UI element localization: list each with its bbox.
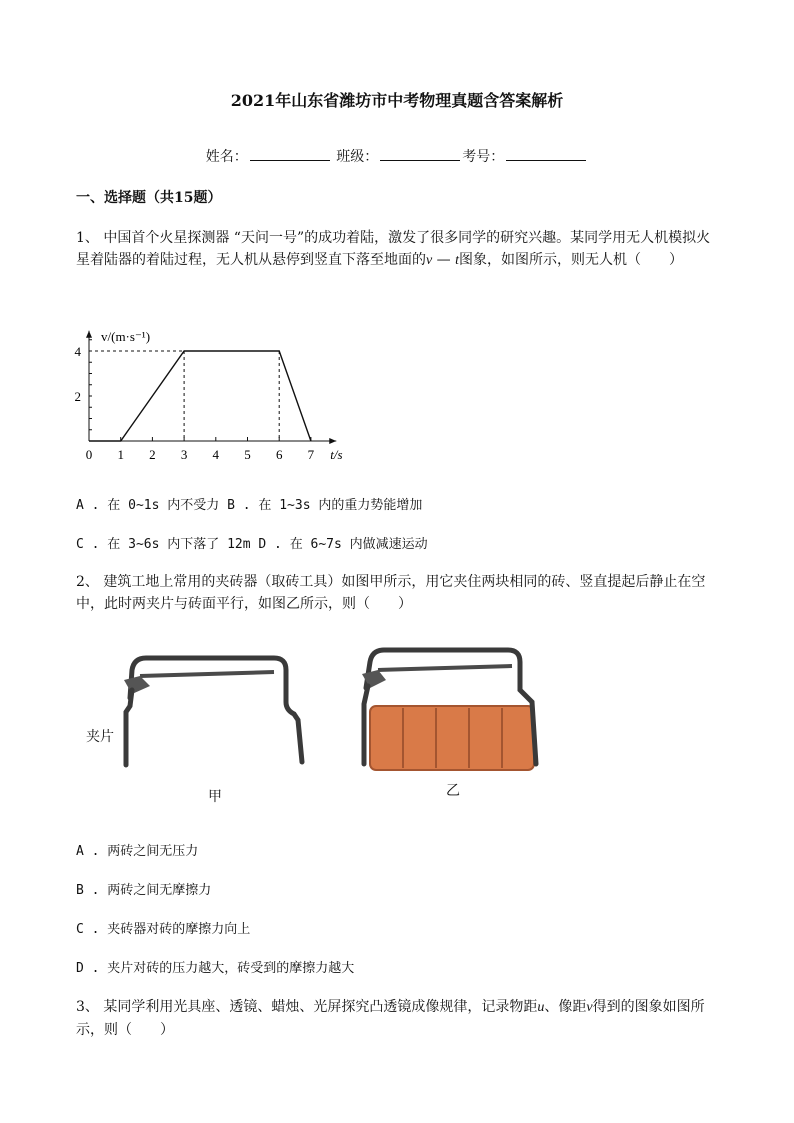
- clip-label: 夹片: [86, 729, 114, 745]
- x-tick-label: 2: [149, 447, 156, 462]
- question-3-text: [76, 996, 720, 1041]
- q1-text-part-b: 图象，如图所示，则无人机（ ）: [459, 252, 684, 268]
- x-tick-label: 7: [307, 447, 315, 462]
- class-label: 班级：: [336, 149, 379, 165]
- name-blank: [250, 146, 330, 161]
- question-1-text: [76, 227, 720, 272]
- q3-text-part-b: 得到的图象如图所示，则（ ）: [76, 999, 705, 1038]
- exam-blank: [506, 146, 586, 161]
- q3-text-mid: 、像距: [544, 999, 587, 1015]
- page-title: 2021年山东省潍坊市中考物理真题含答案解析: [230, 91, 564, 110]
- q2-option-c: C . 夹砖器对砖的摩擦力向上: [76, 922, 251, 937]
- q2-option-d: D . 夹片对砖的压力越大，砖受到的摩擦力越大: [76, 961, 355, 976]
- q1-option-row-2: C . 在 3~6s 内下落了 12m D . 在 6~7s 内做减速运动: [76, 537, 428, 552]
- q1-var-v: v: [426, 253, 433, 268]
- x-tick-label: 6: [275, 447, 283, 462]
- class-blank: [380, 146, 460, 161]
- figure-a-label: 甲: [208, 789, 222, 805]
- q1-var-t: t: [455, 253, 460, 268]
- student-info: [0, 146, 794, 166]
- x-tick-label: 4: [212, 447, 220, 462]
- x-tick-label: 1: [117, 447, 124, 462]
- x-tick-label: 5: [244, 447, 251, 462]
- x-axis-label: t/s: [330, 447, 343, 462]
- figure-b-label: 乙: [446, 783, 460, 799]
- y-axis-arrow: [86, 331, 92, 338]
- q3-text-part-a: 3、 某同学利用光具座、透镜、蜡烛、光屏探究凸透镜成像规律，记录物距: [76, 999, 538, 1015]
- x-axis-arrow: [329, 438, 336, 444]
- x-tick-label: 0: [85, 447, 93, 462]
- section-heading: 一、选择题（共15题）: [76, 190, 222, 206]
- q2-option-b: B . 两砖之间无摩擦力: [76, 883, 212, 898]
- clamp-figure-b: [362, 650, 536, 770]
- exam-label: 考号：: [462, 149, 505, 165]
- y-tick-label: 4: [74, 344, 81, 359]
- q2-option-a: A . 两砖之间无压力: [76, 844, 199, 859]
- name-label: 姓名：: [205, 149, 248, 165]
- y-tick-label: 2: [74, 389, 81, 404]
- q1-text-part-a: 1、 中国首个火星探测器 “天问一号”的成功着陆，激发了很多同学的研究兴趣。某同学用无人机模拟火星着陆器的着陆过程，无人机从悬停到竖直下落至地面的: [76, 230, 711, 268]
- q1-option-row-1: A . 在 0~1s 内不受力 B . 在 1~3s 内的重力势能增加: [76, 498, 423, 513]
- q3-var-u: u: [537, 1000, 545, 1015]
- question-2-text: 2、 建筑工地上常用的夹砖器（取砖工具）如图甲所示，用它夹住两块相同的砖、竖直提起后静止在空中，此时两夹片与砖面平行，如图乙所示，则（ ）: [76, 574, 706, 612]
- q1-dash: —: [432, 252, 456, 268]
- velocity-line: [89, 351, 311, 441]
- q3-var-v: v: [586, 1000, 593, 1015]
- x-tick-label: 3: [180, 447, 188, 462]
- brick-clamp-figure: [80, 640, 550, 815]
- clamp-figure-a: [124, 658, 302, 765]
- vt-chart: [70, 318, 360, 468]
- y-axis-label: v/(m·s⁻¹): [101, 328, 151, 344]
